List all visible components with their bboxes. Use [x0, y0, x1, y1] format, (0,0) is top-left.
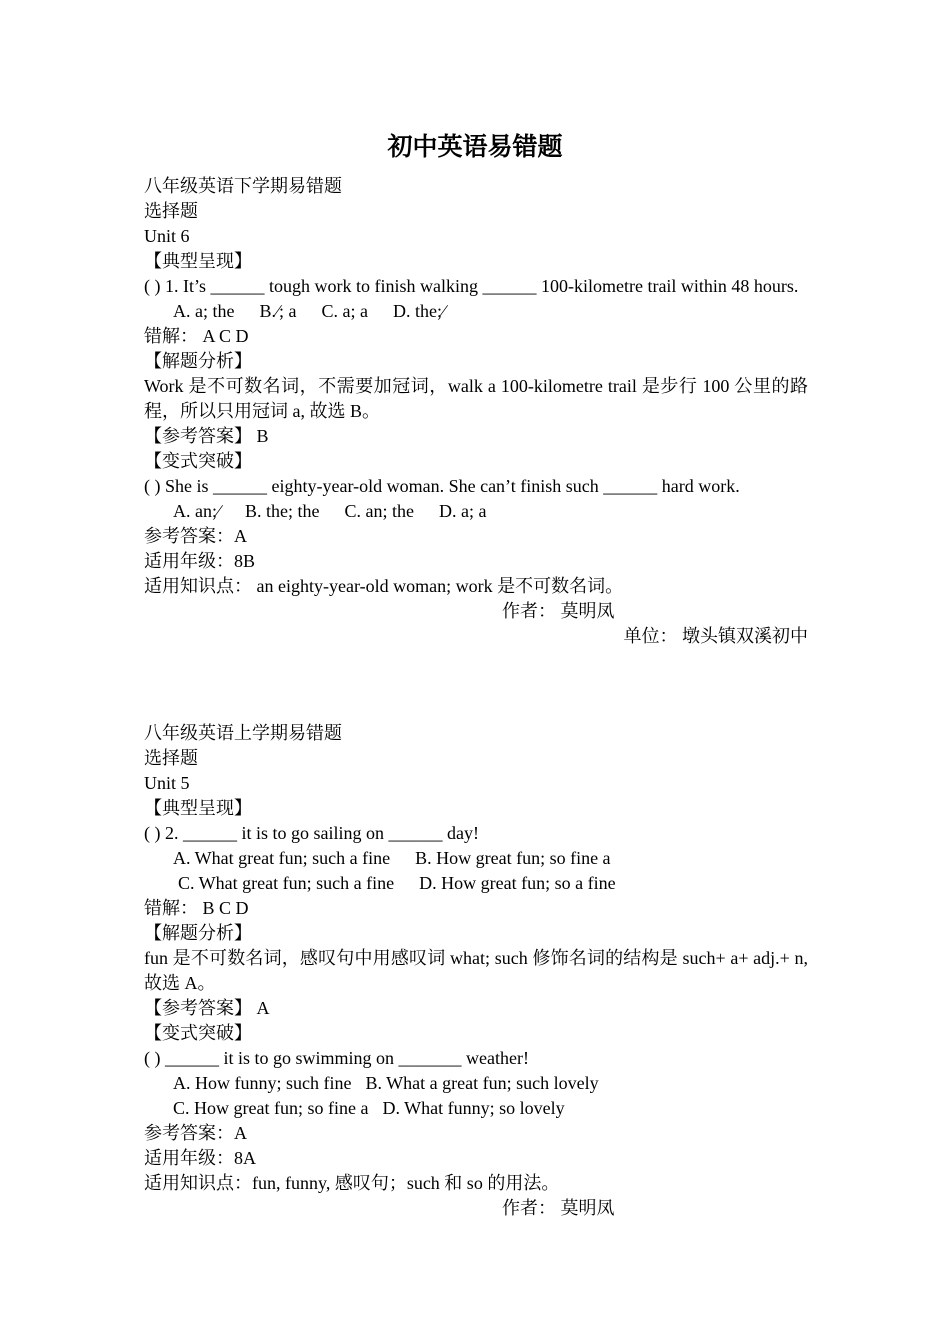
option-b: B. How great fun; so fine a [415, 848, 611, 868]
section-heading: 八年级英语上学期易错题 [144, 723, 342, 743]
variant-options-row [144, 499, 808, 524]
analysis-tag: 【解题分析】 [144, 923, 252, 943]
reference-answer: 参考答案：A [144, 1123, 247, 1143]
section-grade8-autumn [144, 721, 808, 1221]
analysis-text: Work 是不可数名词，不需要加冠词，walk a 100-kilometre trail 是步行 100 公里的路程，所以只用冠词 a, 故选 B。 [144, 376, 808, 421]
variant-tag: 【变式突破】 [144, 1023, 252, 1043]
section-heading: 八年级英语下学期易错题 [144, 176, 342, 196]
organization: 单位： 墩头镇双溪初中 [623, 626, 808, 646]
reference-answer: 参考答案：A [144, 526, 247, 546]
knowledge-point: 适用知识点：fun, funny, 感叹句；such 和 so 的用法。 [144, 1173, 560, 1193]
unit-label: Unit 5 [144, 773, 190, 793]
variant-question: ( ) She is ______ eighty-year-old woman. She can’t finish such ______ hard work. [144, 476, 740, 496]
knowledge-point: 适用知识点： an eighty-year-old woman; work 是不可数名词。 [144, 576, 624, 596]
answer-text: 【参考答案】 A [144, 998, 270, 1018]
variant-option-b: B. What a great fun; such lovely [365, 1073, 599, 1093]
question-type: 选择题 [144, 201, 198, 221]
variant-question: ( ) ______ it is to go swimming on _______ weather! [144, 1048, 529, 1068]
variant-tag: 【变式突破】 [144, 451, 252, 471]
typical-tag: 【典型呈现】 [144, 798, 252, 818]
unit-label: Unit 6 [144, 226, 190, 246]
question-type: 选择题 [144, 748, 198, 768]
variant-option-b: B. the; the [245, 501, 320, 521]
variant-options-row [144, 1071, 808, 1096]
question-text: ( ) 2. ______ it is to go sailing on ______ day! [144, 823, 479, 843]
option-a: A. What great fun; such a fine [173, 848, 391, 868]
option-a: A. a; the [173, 301, 235, 321]
wrong-answers: 错解： B C D [144, 898, 249, 918]
applicable-grade: 适用年级：8B [144, 551, 256, 571]
author: 作者： 莫明凤 [502, 601, 615, 621]
variant-option-c: C. an; the [344, 501, 414, 521]
option-b: B.∕; a [259, 301, 297, 321]
question-text: ( ) 1. It’s ______ tough work to finish walking ______ 100-kilometre trail within 48 hours. [144, 276, 799, 296]
section-grade8-spring [144, 174, 808, 649]
author: 作者： 莫明凤 [502, 1198, 615, 1218]
options-row [144, 299, 808, 324]
options-row [144, 871, 808, 896]
option-d: D. How great fun; so a fine [419, 873, 616, 893]
wrong-answers: 错解： A C D [144, 326, 249, 346]
variant-option-c: C. How great fun; so fine a [173, 1098, 369, 1118]
variant-option-d: D. a; a [439, 501, 487, 521]
variant-option-d: D. What funny; so lovely [382, 1098, 565, 1118]
variant-option-a: A. an;∕ [173, 501, 220, 521]
page-title: 初中英语易错题 [387, 134, 563, 161]
typical-tag: 【典型呈现】 [144, 251, 252, 271]
applicable-grade: 适用年级：8A [144, 1148, 256, 1168]
option-d: D. the;∕ [393, 301, 445, 321]
answer-text: 【参考答案】 B [144, 426, 269, 446]
option-c: C. a; a [321, 301, 368, 321]
variant-options-row [144, 1096, 808, 1121]
analysis-tag: 【解题分析】 [144, 351, 252, 371]
options-row [144, 846, 808, 871]
option-c: C. What great fun; such a fine [178, 873, 395, 893]
analysis-text: fun 是不可数名词，感叹句中用感叹词 what; such 修饰名词的结构是 such+ a+ adj.+ n, 故选 A。 [144, 948, 808, 993]
variant-option-a: A. How funny; such fine [173, 1073, 352, 1093]
